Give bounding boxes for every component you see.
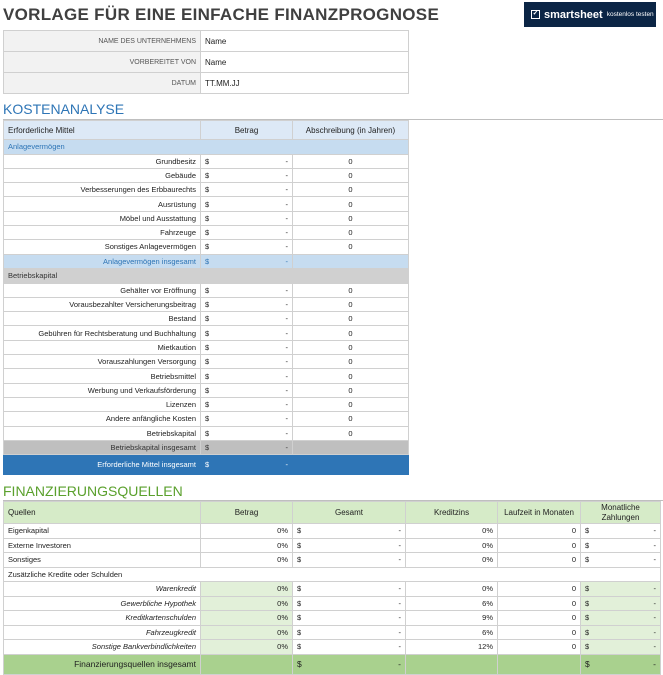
- term-cell[interactable]: 0: [498, 553, 581, 568]
- cell-value: -: [285, 242, 288, 252]
- payment-cell: [581, 611, 661, 626]
- row-label: Fahrzeuge: [4, 225, 201, 239]
- row-label: Werbung und Verkaufsförderung: [4, 383, 201, 397]
- table-row: [4, 383, 409, 397]
- row-label: Verbesserungen des Erbbaurechts: [4, 183, 201, 197]
- term-cell[interactable]: 0: [498, 524, 581, 539]
- amount-cell[interactable]: [201, 426, 293, 440]
- depreciation-cell[interactable]: 0: [293, 426, 409, 440]
- depreciation-cell[interactable]: 0: [293, 326, 409, 340]
- source-label: Warenkredit: [4, 582, 201, 597]
- grand-total-row: [4, 455, 409, 475]
- depreciation-cell[interactable]: 0: [293, 340, 409, 354]
- row-label: Vorausbezahlter Versicherungsbeitrag: [4, 297, 201, 311]
- info-label: VORBEREITET VON: [4, 52, 201, 73]
- table-row: [4, 582, 661, 597]
- amount-cell[interactable]: [201, 211, 293, 225]
- table-row: [4, 524, 661, 539]
- total-payment: [581, 654, 661, 674]
- source-label: Sonstiges: [4, 553, 201, 568]
- currency-symbol: $: [205, 342, 210, 352]
- cell-value: -: [285, 199, 288, 209]
- row-label: Gebäude: [4, 168, 201, 182]
- info-label: NAME DES UNTERNEHMENS: [4, 31, 201, 52]
- table-row: [4, 369, 409, 383]
- depreciation-cell[interactable]: 0: [293, 283, 409, 297]
- depreciation-cell[interactable]: 0: [293, 240, 409, 254]
- table-row: [4, 183, 409, 197]
- source-label: Externe Investoren: [4, 538, 201, 553]
- column-header: Abschreibung (in Jahren): [293, 121, 409, 140]
- currency-symbol: $: [205, 328, 210, 338]
- amount-cell[interactable]: [201, 240, 293, 254]
- currency-symbol: $: [205, 371, 210, 381]
- amount-cell[interactable]: [201, 383, 293, 397]
- amount-cell[interactable]: [201, 197, 293, 211]
- currency-symbol: $: [205, 385, 210, 395]
- column-header: Kreditzins: [406, 502, 498, 524]
- smartsheet-logo-button[interactable]: [524, 2, 656, 27]
- currency-symbol: $: [205, 156, 210, 166]
- depreciation-cell[interactable]: 0: [293, 211, 409, 225]
- cell-value: -: [398, 555, 401, 565]
- page-title: VORLAGE FÜR EINE EINFACHE FINANZPROGNOSE: [3, 5, 440, 24]
- depreciation-cell[interactable]: 0: [293, 225, 409, 239]
- group-label: Zusätzliche Kredite oder Schulden: [4, 567, 661, 582]
- cell-value: -: [285, 285, 288, 295]
- payment-cell: [581, 596, 661, 611]
- currency-symbol: $: [585, 613, 590, 623]
- cell-value: -: [653, 642, 656, 652]
- currency-symbol: $: [205, 460, 210, 470]
- currency-symbol: $: [205, 170, 210, 180]
- cell-value: -: [285, 213, 288, 223]
- table-row: [4, 326, 409, 340]
- column-header: Betrag: [201, 121, 293, 140]
- currency-symbol: $: [297, 627, 302, 637]
- currency-symbol: $: [585, 584, 590, 594]
- total-cell: [293, 611, 406, 626]
- currency-symbol: $: [205, 443, 210, 453]
- total-cell: [293, 553, 406, 568]
- source-label: Kreditkartenschulden: [4, 611, 201, 626]
- group-header-row: [4, 140, 409, 155]
- cost-section-title: KOSTENANALYSE: [3, 101, 125, 117]
- cell-value: -: [285, 228, 288, 238]
- rate-cell[interactable]: 12%: [406, 640, 498, 655]
- table-row: [4, 640, 661, 655]
- table-row: [4, 240, 409, 254]
- amount-cell[interactable]: [201, 168, 293, 182]
- amount-cell[interactable]: 0%: [201, 553, 293, 568]
- group-label: Betriebskapital: [4, 269, 409, 284]
- source-label: Eigenkapital: [4, 524, 201, 539]
- currency-symbol: $: [205, 357, 210, 367]
- currency-symbol: $: [205, 199, 210, 209]
- grand-total-row: [4, 654, 661, 674]
- table-row: [4, 283, 409, 297]
- total-label: Anlagevermögen insgesamt: [4, 254, 201, 269]
- currency-symbol: $: [297, 526, 302, 536]
- rate-cell[interactable]: 0%: [406, 538, 498, 553]
- cell-value: -: [285, 357, 288, 367]
- empty-cell: [293, 440, 409, 455]
- amount-cell[interactable]: [201, 283, 293, 297]
- empty-cell: [498, 654, 581, 674]
- row-label: Andere anfängliche Kosten: [4, 412, 201, 426]
- column-header: Monatliche Zahlungen: [581, 502, 661, 524]
- cell-value: -: [653, 584, 656, 594]
- empty-cell: [406, 654, 498, 674]
- currency-symbol: $: [297, 613, 302, 623]
- checkmark-icon: ✓: [532, 10, 539, 17]
- currency-symbol: $: [297, 659, 302, 669]
- cost-table: [3, 120, 409, 475]
- currency-symbol: $: [585, 540, 590, 550]
- empty-cell: [201, 654, 293, 674]
- term-cell[interactable]: 0: [498, 640, 581, 655]
- amount-cell[interactable]: [201, 154, 293, 168]
- cell-value: -: [285, 314, 288, 324]
- table-row: [4, 211, 409, 225]
- row-label: Betriebskapital: [4, 426, 201, 440]
- depreciation-cell[interactable]: 0: [293, 154, 409, 168]
- cell-value: -: [285, 385, 288, 395]
- table-row: [4, 225, 409, 239]
- group-label: Anlagevermögen: [4, 140, 409, 155]
- amount-cell[interactable]: [201, 397, 293, 411]
- total-label: Erforderliche Mittel insgesamt: [4, 455, 201, 475]
- financing-table: [3, 501, 661, 675]
- term-cell[interactable]: 0: [498, 625, 581, 640]
- term-cell[interactable]: 0: [498, 611, 581, 626]
- currency-symbol: $: [205, 314, 210, 324]
- amount-cell[interactable]: [201, 355, 293, 369]
- cell-value: -: [285, 371, 288, 381]
- cell-value: -: [398, 526, 401, 536]
- table-row: [4, 553, 661, 568]
- source-label: Gewerbliche Hypothek: [4, 596, 201, 611]
- row-label: Bestand: [4, 312, 201, 326]
- depreciation-cell[interactable]: 0: [293, 297, 409, 311]
- currency-symbol: $: [585, 598, 590, 608]
- cell-value: -: [285, 156, 288, 166]
- rate-cell[interactable]: 0%: [406, 553, 498, 568]
- depreciation-cell[interactable]: 0: [293, 168, 409, 182]
- currency-symbol: $: [297, 642, 302, 652]
- logo-brand: smartsheet: [544, 8, 603, 21]
- column-header: Gesamt: [293, 502, 406, 524]
- currency-symbol: $: [205, 428, 210, 438]
- prepared-by-field[interactable]: Name: [201, 52, 409, 73]
- table-row: [4, 168, 409, 182]
- payment-cell: [581, 553, 661, 568]
- row-label: Möbel und Ausstattung: [4, 211, 201, 225]
- cell-value: -: [285, 342, 288, 352]
- amount-cell[interactable]: [201, 183, 293, 197]
- logo-sub: kostenlos testen: [606, 11, 654, 18]
- cell-value: -: [285, 328, 288, 338]
- cell-value: -: [285, 400, 288, 410]
- row-label: Mietkaution: [4, 340, 201, 354]
- source-label: Sonstige Bankverbindlichkeiten: [4, 640, 201, 655]
- loans-group-row: [4, 567, 661, 582]
- currency-symbol: $: [205, 285, 210, 295]
- row-label: Sonstiges Anlagevermögen: [4, 240, 201, 254]
- row-label: Vorauszahlungen Versorgung: [4, 355, 201, 369]
- currency-symbol: $: [585, 642, 590, 652]
- table-row: [4, 340, 409, 354]
- depreciation-cell[interactable]: 0: [293, 183, 409, 197]
- cell-value: -: [285, 460, 288, 470]
- table-row: [4, 197, 409, 211]
- cell-value: -: [398, 613, 401, 623]
- currency-symbol: $: [585, 659, 590, 669]
- currency-symbol: $: [297, 584, 302, 594]
- rate-cell[interactable]: 0%: [406, 524, 498, 539]
- amount-cell[interactable]: 0%: [201, 538, 293, 553]
- term-cell[interactable]: 0: [498, 538, 581, 553]
- depreciation-cell[interactable]: 0: [293, 412, 409, 426]
- cell-value: -: [285, 300, 288, 310]
- payment-cell: [581, 524, 661, 539]
- cell-value: -: [653, 598, 656, 608]
- total-cell: [293, 582, 406, 597]
- cell-value: -: [653, 627, 656, 637]
- term-cell[interactable]: 0: [498, 582, 581, 597]
- currency-symbol: $: [205, 213, 210, 223]
- table-row: [4, 355, 409, 369]
- column-header: Betrag: [201, 502, 293, 524]
- subtotal-row: [4, 440, 409, 455]
- total-amount: [201, 440, 293, 455]
- row-label: Grundbesitz: [4, 154, 201, 168]
- currency-symbol: $: [205, 300, 210, 310]
- total-amount: [293, 654, 406, 674]
- amount-cell[interactable]: [201, 340, 293, 354]
- table-row: [4, 154, 409, 168]
- cell-value: -: [285, 443, 288, 453]
- currency-symbol: $: [585, 627, 590, 637]
- cell-value: -: [285, 185, 288, 195]
- currency-symbol: $: [205, 256, 210, 266]
- total-label: Betriebskapital insgesamt: [4, 440, 201, 455]
- currency-symbol: $: [297, 598, 302, 608]
- cell-value: -: [653, 659, 656, 669]
- row-label: Ausrüstung: [4, 197, 201, 211]
- group-header-row: [4, 269, 409, 284]
- amount-cell[interactable]: 0%: [201, 524, 293, 539]
- rate-cell[interactable]: 9%: [406, 611, 498, 626]
- total-cell: [293, 524, 406, 539]
- currency-symbol: $: [205, 242, 210, 252]
- amount-cell[interactable]: 0%: [201, 625, 293, 640]
- rate-cell[interactable]: 0%: [406, 582, 498, 597]
- column-header: Quellen: [4, 502, 201, 524]
- amount-cell[interactable]: 0%: [201, 611, 293, 626]
- depreciation-cell[interactable]: 0: [293, 312, 409, 326]
- cell-value: -: [653, 540, 656, 550]
- row-label: Gehälter vor Eröffnung: [4, 283, 201, 297]
- rate-cell[interactable]: 6%: [406, 596, 498, 611]
- empty-cell: [293, 455, 409, 475]
- depreciation-cell[interactable]: 0: [293, 383, 409, 397]
- currency-symbol: $: [297, 540, 302, 550]
- total-cell: [293, 625, 406, 640]
- table-row: [4, 397, 409, 411]
- cell-value: -: [398, 659, 401, 669]
- total-amount: [201, 455, 293, 475]
- currency-symbol: $: [205, 400, 210, 410]
- amount-cell[interactable]: [201, 369, 293, 383]
- depreciation-cell[interactable]: 0: [293, 197, 409, 211]
- total-label: Finanzierungsquellen insgesamt: [4, 654, 201, 674]
- table-header-row: [4, 502, 661, 524]
- cell-value: -: [398, 642, 401, 652]
- currency-symbol: $: [205, 228, 210, 238]
- table-row: [4, 312, 409, 326]
- amount-cell[interactable]: [201, 312, 293, 326]
- table-row: [4, 611, 661, 626]
- total-amount: [201, 254, 293, 269]
- table-row: [4, 625, 661, 640]
- fin-section-title: FINANZIERUNGSQUELLEN: [3, 483, 183, 499]
- total-cell: [293, 538, 406, 553]
- amount-cell[interactable]: 0%: [201, 582, 293, 597]
- cell-value: -: [653, 526, 656, 536]
- currency-symbol: $: [585, 555, 590, 565]
- company-name-field[interactable]: Name: [201, 31, 409, 52]
- cell-value: -: [398, 540, 401, 550]
- amount-cell[interactable]: [201, 297, 293, 311]
- table-row: [4, 538, 661, 553]
- amount-cell[interactable]: [201, 225, 293, 239]
- cell-value: -: [285, 256, 288, 266]
- cell-value: -: [653, 555, 656, 565]
- amount-cell[interactable]: 0%: [201, 640, 293, 655]
- column-header: Erforderliche Mittel: [4, 121, 201, 140]
- info-table: [3, 30, 409, 94]
- payment-cell: [581, 538, 661, 553]
- rate-cell[interactable]: 6%: [406, 625, 498, 640]
- date-field[interactable]: TT.MM.JJ: [201, 73, 409, 94]
- cell-value: -: [398, 627, 401, 637]
- subtotal-row: [4, 254, 409, 269]
- cell-value: -: [285, 170, 288, 180]
- amount-cell[interactable]: 0%: [201, 596, 293, 611]
- table-row: [4, 426, 409, 440]
- row-label: Gebühren für Rechtsberatung und Buchhaltung: [4, 326, 201, 340]
- amount-cell[interactable]: [201, 326, 293, 340]
- cell-value: -: [285, 428, 288, 438]
- payment-cell: [581, 640, 661, 655]
- payment-cell: [581, 625, 661, 640]
- info-label: DATUM: [4, 73, 201, 94]
- cell-value: -: [285, 414, 288, 424]
- depreciation-cell[interactable]: 0: [293, 355, 409, 369]
- amount-cell[interactable]: [201, 412, 293, 426]
- table-row: [4, 596, 661, 611]
- term-cell[interactable]: 0: [498, 596, 581, 611]
- row-label: Betriebsmittel: [4, 369, 201, 383]
- cell-value: -: [398, 598, 401, 608]
- depreciation-cell[interactable]: 0: [293, 369, 409, 383]
- table-header-row: [4, 121, 409, 140]
- total-cell: [293, 640, 406, 655]
- table-row: [4, 297, 409, 311]
- table-row: [4, 412, 409, 426]
- cell-value: -: [398, 584, 401, 594]
- payment-cell: [581, 582, 661, 597]
- row-label: Lizenzen: [4, 397, 201, 411]
- cell-value: -: [653, 613, 656, 623]
- currency-symbol: $: [297, 555, 302, 565]
- currency-symbol: $: [585, 526, 590, 536]
- currency-symbol: $: [205, 185, 210, 195]
- empty-cell: [293, 254, 409, 269]
- currency-symbol: $: [205, 414, 210, 424]
- column-header: Laufzeit in Monaten: [498, 502, 581, 524]
- source-label: Fahrzeugkredit: [4, 625, 201, 640]
- total-cell: [293, 596, 406, 611]
- depreciation-cell[interactable]: 0: [293, 397, 409, 411]
